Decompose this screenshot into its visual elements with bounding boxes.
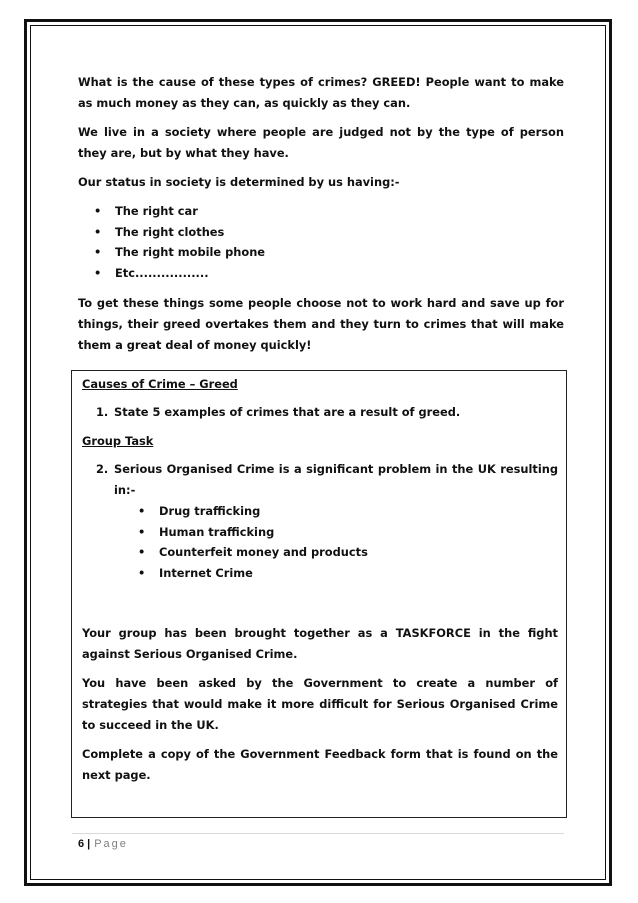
page-label: Page: [94, 838, 128, 850]
page-number: 6: [78, 838, 85, 850]
group-task-heading: Group Task: [82, 434, 154, 448]
task-item-2: [96, 459, 558, 501]
list-item: • The right mobile phone: [115, 242, 564, 263]
item-text: State 5 examples of crimes that are a result of greed.: [114, 405, 461, 419]
list-item: • Human trafficking: [159, 522, 558, 543]
list-item: • Counterfeit money and products: [159, 542, 558, 563]
task-box: [71, 370, 567, 818]
item-number: 2.: [96, 462, 109, 476]
list-item: • Etc.................: [115, 263, 564, 284]
status-list: [78, 201, 564, 283]
organised-crime-list: [138, 501, 558, 583]
footer-separator: |: [87, 838, 91, 850]
task-item-1: [96, 402, 558, 423]
item-text: Serious Organised Crime is a significant problem in the UK resulting in:-: [114, 462, 558, 497]
spacer: [82, 583, 558, 623]
strategies-paragraph: You have been asked by the Government to create a number of strategies that would make it more difficult for Serious Organised Crime to succeed in the UK.: [82, 676, 558, 732]
item-number: 1.: [96, 405, 109, 419]
causes-heading: Causes of Crime – Greed: [82, 377, 238, 391]
list-item: • The right clothes: [115, 222, 564, 243]
list-item: • Internet Crime: [159, 563, 558, 584]
intro-paragraph-1: What is the cause of these types of crimes? GREED! People want to make as much money as they can, as quickly as they can.: [78, 75, 564, 110]
footer-divider: [72, 833, 564, 834]
list-item: • Drug trafficking: [159, 501, 558, 522]
list-item: • The right car: [115, 201, 564, 222]
page-footer: [78, 838, 128, 850]
intro-paragraph-3: Our status in society is determined by us having:-: [78, 175, 400, 189]
intro-paragraph-2: We live in a society where people are judged not by the type of person they are, but by what they have.: [78, 125, 564, 160]
feedback-form-paragraph: Complete a copy of the Government Feedback form that is found on the next page.: [82, 747, 558, 782]
intro-section: [78, 72, 564, 364]
taskforce-paragraph: Your group has been brought together as a TASKFORCE in the fight against Serious Organised Crime.: [82, 626, 558, 661]
intro-paragraph-4: To get these things some people choose not to work hard and save up for things, their greed overtakes them and they turn to crimes that will make them a great deal of money quickly!: [78, 296, 564, 352]
